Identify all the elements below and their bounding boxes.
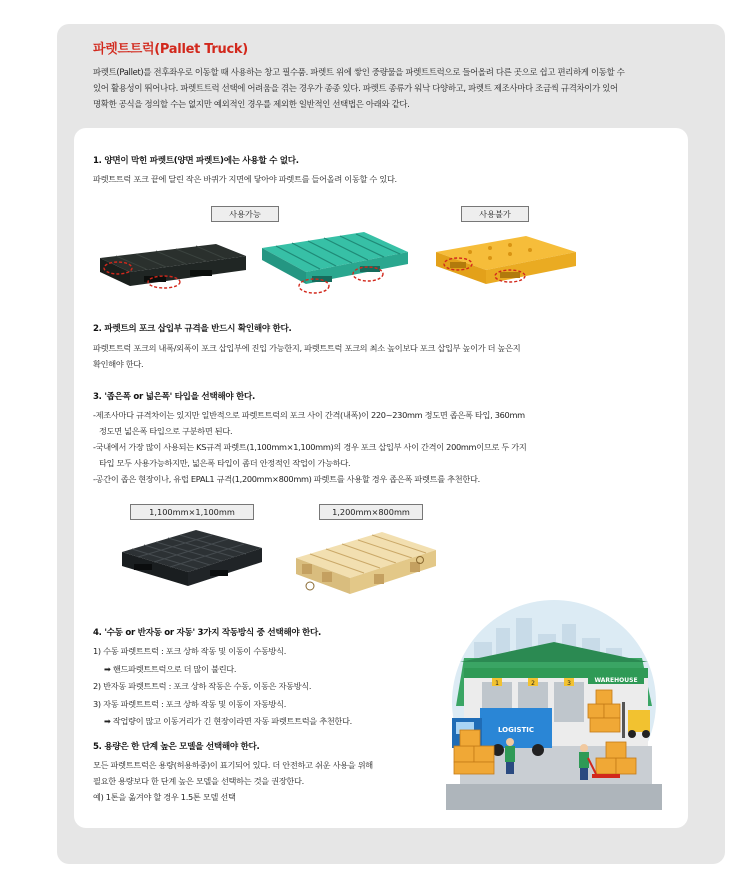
section3-line: -국내에서 가장 많이 사용되는 KS규격 파렛트(1,100mm×1,100mm)의 경우 포크 삽입부 사이 간격이 200mm이므로 두 가지 (93, 442, 527, 452)
section4-heading: 4. '수동 or 반자동 or 자동' 3가지 작동방식 중 선택해야 한다. (93, 628, 321, 638)
section3-line: -제조사마다 규격차이는 있지만 일반적으로 파렛트트럭의 포크 사이 간격(내폭)이 220~230mm 정도면 좁은폭 타입, 360mm (93, 410, 525, 420)
tag-epal-size: 1,200mm×800mm (319, 504, 423, 520)
section1-heading: 1. 양면이 막힌 파렛트(양면 파렛트)에는 사용할 수 없다. (93, 156, 299, 166)
section4-item: 2) 반자동 파렛트트럭 : 포크 상하 작동은 수동, 이동은 자동방식. (93, 681, 312, 691)
section3-line: -공간이 좁은 현장이나, 유럽 EPAL1 규격(1,200mm×800mm) 파렛트를 사용할 경우 좁은폭 파렛트를 추천한다. (93, 474, 480, 484)
teal-pallet-image (256, 228, 412, 300)
section5-line: 필요한 용량보다 한 단계 높은 모델을 선택하는 것을 권장한다. (93, 776, 304, 786)
warehouse-illustration (446, 598, 662, 810)
dock-number: 3 (567, 680, 571, 687)
section4-item: 1) 수동 파렛트트럭 : 포크 상하 작동 및 이동이 수동방식. (93, 646, 287, 656)
section5-line: 예) 1톤을 옮겨야 할 경우 1.5톤 모델 선택 (93, 792, 236, 802)
intro-line: 파렛트(Pallet)를 전후좌우로 이동할 때 사용하는 창고 필수품. 파렛트 위에 쌓인 중량물을 파렛트트럭으로 들어올려 다른 곳으로 쉽고 편리하게 이동할 수 (93, 67, 625, 77)
section5-line: 모든 파렛트트럭은 용량(허용하중)이 표기되어 있다. 더 안전하고 쉬운 사용을 위해 (93, 760, 373, 770)
epal-pallet-image (292, 528, 440, 598)
section2-line: 파렛트트럭 포크의 내폭/외폭이 포크 삽입부에 진입 가능한지, 파렛트트럭 포크의 최소 높이보다 포크 삽입부 높이가 더 높은지 (93, 343, 521, 353)
section4-item: ➡ 작업량이 많고 이동거리가 긴 현장이라면 자동 파렛트트럭을 추천한다. (104, 716, 352, 726)
dock-number: 2 (531, 680, 535, 687)
tag-unusable: 사용불가 (461, 206, 529, 222)
truck-logo: LOGISTIC (497, 726, 535, 734)
tag-usable: 사용가능 (211, 206, 279, 222)
section4-item: 3) 자동 파렛트트럭 : 포크 상하 작동 및 이동이 자동방식. (93, 698, 287, 709)
warehouse-sign: WAREHOUSE (594, 677, 638, 684)
page-title: 파렛트트럭(Pallet Truck) (93, 42, 248, 57)
section3-heading: 3. '좁은폭 or 넓은폭' 타입을 선택해야 한다. (93, 392, 255, 402)
black-pallet-image (96, 240, 248, 292)
intro-line: 있어 활용성이 뛰어나다. 파렛트트럭 선택에 어려움을 겪는 경우가 종종 있다. 파렛트 종류가 워낙 다양하고, 파렛트 제조사마다 조금씩 규격차이가 있어 (93, 83, 618, 93)
ks-pallet-image (118, 526, 266, 592)
section3-line: 타입 모두 사용가능하지만, 넓은폭 타입이 좀더 안정적인 작업이 가능하다. (99, 458, 351, 468)
intro-paragraph (93, 64, 693, 112)
section5-body (93, 757, 373, 805)
section3-line: 정도면 넓은폭 타입으로 구분하면 된다. (99, 426, 233, 436)
tag-ks-size: 1,100mm×1,100mm (130, 504, 254, 520)
section4-item: ➡ 핸드파렛트트럭으로 더 많이 불린다. (104, 663, 237, 674)
section4-list (93, 643, 352, 731)
dock-number: 1 (495, 680, 499, 687)
yellow-pallet-image (430, 230, 580, 290)
section2-line: 확인해야 한다. (93, 359, 144, 369)
section5-heading: 5. 용량은 한 단계 높은 모델을 선택해야 한다. (93, 742, 260, 752)
section2-body (93, 340, 520, 372)
section3-body (93, 407, 527, 487)
section2-heading: 2. 파렛트의 포크 삽입부 규격을 반드시 확인해야 한다. (93, 324, 292, 334)
section1-body: 파렛트트럭 포크 끝에 달린 작은 바퀴가 지면에 닿아야 파렛트를 들어올려 이동할 수 있다. (93, 174, 397, 184)
intro-line: 명확한 공식을 정의할 수는 없지만 예외적인 경우를 제외한 일반적인 선택법은 아래와 같다. (93, 99, 410, 109)
